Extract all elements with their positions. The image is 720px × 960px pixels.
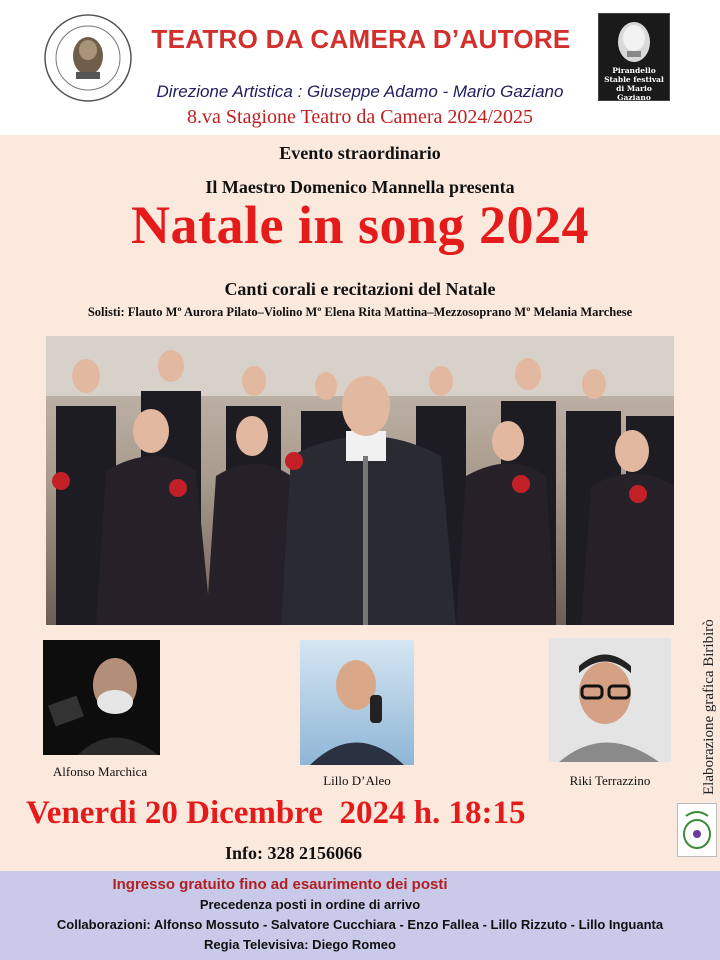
soloists-line: Solisti: Flauto Mº Aurora Pilato–Violino Mº Elena Rita Mattina–Mezzosoprano Mº Melania Marchese — [87, 305, 633, 319]
logo-line-2: Stable festival — [604, 75, 664, 84]
logo-line-1: Pirandello — [612, 66, 656, 75]
event-label: Evento straordinario — [279, 143, 441, 163]
footer-band — [0, 871, 720, 960]
biribiro-logo — [677, 803, 717, 857]
graphic-design-credit — [697, 545, 720, 795]
artistic-direction: Direzione Artistica : Giuseppe Adamo - Mario Gaziano — [156, 82, 564, 101]
season-title: 8.va Stagione Teatro da Camera 2024/2025 — [187, 106, 533, 128]
seating-precedence: Precedenza posti in ordine di arrivo — [199, 897, 421, 912]
presenter-line: Il Maestro Domenico Mannella presenta — [205, 177, 515, 197]
theatre-title: TEATRO DA CAMERA D’AUTORE — [151, 24, 571, 54]
collaborations-line: Collaborazioni: Alfonso Mossuto - Salvatore Cucchiara - Enzo Fallea - Lillo Rizzuto - Lillo Inguanta — [56, 917, 664, 932]
choir-photo — [46, 336, 674, 625]
tv-direction-line: Regia Televisiva: Diego Romeo — [204, 937, 396, 952]
show-title: Natale in song 2024 — [130, 195, 590, 255]
performer-name: Riki Terrazzino — [569, 773, 651, 788]
event-date-time: Venerdi 20 Dicembre 2024 h. 18:15 — [26, 795, 526, 831]
free-entrance-notice: Ingresso gratuito fino ad esaurimento dei posti — [112, 876, 448, 893]
logo-line-3: di Mario Gaziano — [616, 84, 652, 102]
performer-name: Alfonso Marchica — [52, 764, 148, 779]
alfonso-marchica-photo — [43, 640, 160, 755]
pirandello-portrait-icon — [599, 16, 669, 66]
riki-terrazzino-photo — [549, 638, 671, 762]
info-phone: Info: 328 2156066 — [225, 843, 363, 863]
lillo-daleo-photo — [300, 640, 414, 765]
show-subtitle: Canti corali e recitazioni del Natale — [224, 279, 496, 299]
credit-text: Elaborazione grafica Biribirò — [701, 619, 717, 795]
performer-name: Lillo D’Aleo — [323, 773, 391, 788]
